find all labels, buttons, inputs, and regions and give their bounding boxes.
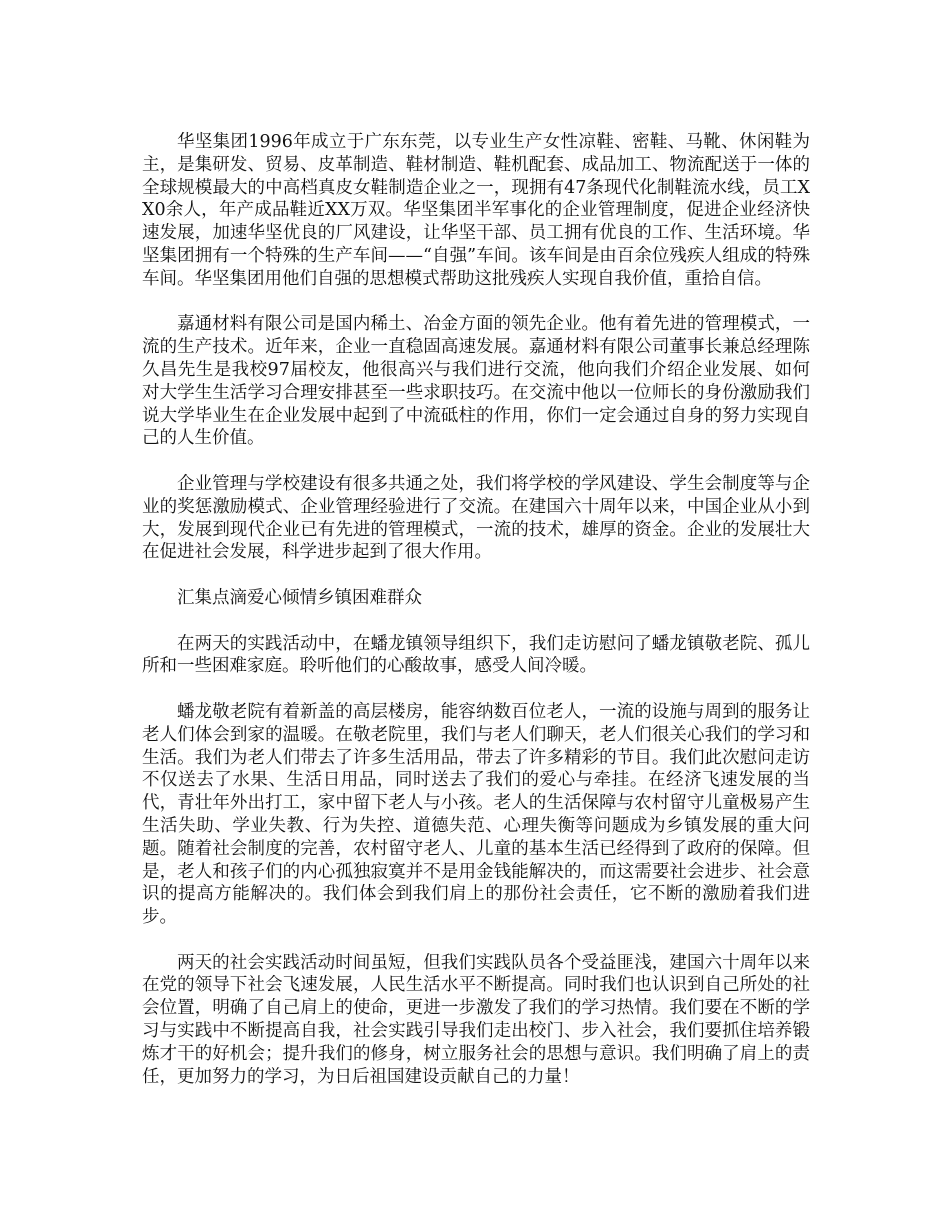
paragraph-practice-visit: 在两天的实践活动中，在蟠龙镇领导组织下，我们走访慰问了蟠龙镇敬老院、孤儿所和一些困难家庭。聆听他们的心酸故事，感受人间冷暖。 [142, 633, 810, 677]
document-body [142, 131, 810, 1111]
section-heading: 汇集点滴爱心倾情乡镇困难群众 [177, 587, 422, 608]
paragraph-enterprise-management: 企业管理与学校建设有很多共通之处，我们将学校的学风建设、学生会制度等与企业的奖惩激励模式、企业管理经验进行了交流。在建国六十周年以来，中国企业从小到大，发展到现代企业已有先进的管理模式，一流的技术，雄厚的资金。企业的发展壮大在促进社会发展，科学进步起到了很大作用。 [142, 473, 810, 563]
paragraph-conclusion: 两天的社会实践活动时间虽短，但我们实践队员各个受益匪浅，建国六十周年以来在党的领导下社会飞速发展，人民生活水平不断提高。同时我们也认识到自己所处的社会位置，明确了自己肩上的使命，更进一步激发了我们的学习热情。我们要在不断的学习与实践中不断提高自我，社会实践引导我们走出校门、步入社会，我们要抓住培养锻炼才干的好机会；提升我们的修身，树立服务社会的思想与意识。我们明确了肩上的责任，更加努力的学习，为日后祖国建设贡献自己的力量！ [142, 952, 810, 1087]
paragraph-nursing-home: 蟠龙敬老院有着新盖的高层楼房，能容纳数百位老人，一流的设施与周到的服务让老人们体会到家的温暖。在敬老院里，我们与老人们聊天，老人们很关心我们的学习和生活。我们为老人们带去了许多生活用品，带去了许多精彩的节目。我们此次慰问走访不仅送去了水果、生活日用品，同时送去了我们的爱心与牵挂。在经济飞速发展的当代，青壮年外出打工，家中留下老人与小孩。老人的生活保障与农村留守儿童极易产生生活失助、学业失教、行为失控、道德失范、心理失衡等问题成为乡镇发展的重大问题。随着社会制度的完善，农村留守老人、儿童的基本生活已经得到了政府的保障。但是，老人和孩子们的内心孤独寂寞并不是用金钱能解决的，而这需要社会进步、社会意识的提高方能解决的。我们体会到我们肩上的那份社会责任，它不断的激励着我们进步。 [142, 701, 810, 928]
paragraph-huajian-group: 华坚集团1996年成立于广东东莞，以专业生产女性凉鞋、密鞋、马靴、休闲鞋为主，是集研发、贸易、皮革制造、鞋材制造、鞋机配套、成品加工、物流配送于一体的全球规模最大的中高档真皮女鞋制造企业之一，现拥有47条现代化制鞋流水线，员工XX0余人，年产成品鞋近XX万双。华坚集团半军事化的企业管理制度，促进企业经济快速发展，加速华坚优良的厂风建设，让华坚干部、员工拥有优良的工作、生活环境。华坚集团拥有一个特殊的生产车间——“自强”车间。该车间是由百余位残疾人组成的特殊车间。华坚集团用他们自强的思想模式帮助这批残疾人实现自我价值，重拾自信。 [142, 132, 810, 289]
paragraph-jiatong-materials: 嘉通材料有限公司是国内稀土、冶金方面的领先企业。他有着先进的管理模式，一流的生产技术。近年来，企业一直稳固高速发展。嘉通材料有限公司董事长兼总经理陈久昌先生是我校97届校友，他很高兴与我们进行交流，他向我们介绍企业发展、如何对大学生生活学习合理安排甚至一些求职技巧。在交流中他以一位师长的身份激励我们说大学毕业生在企业发展中起到了中流砥柱的作用，你们一定会通过自身的努力实现自己的人生价值。 [142, 314, 810, 449]
